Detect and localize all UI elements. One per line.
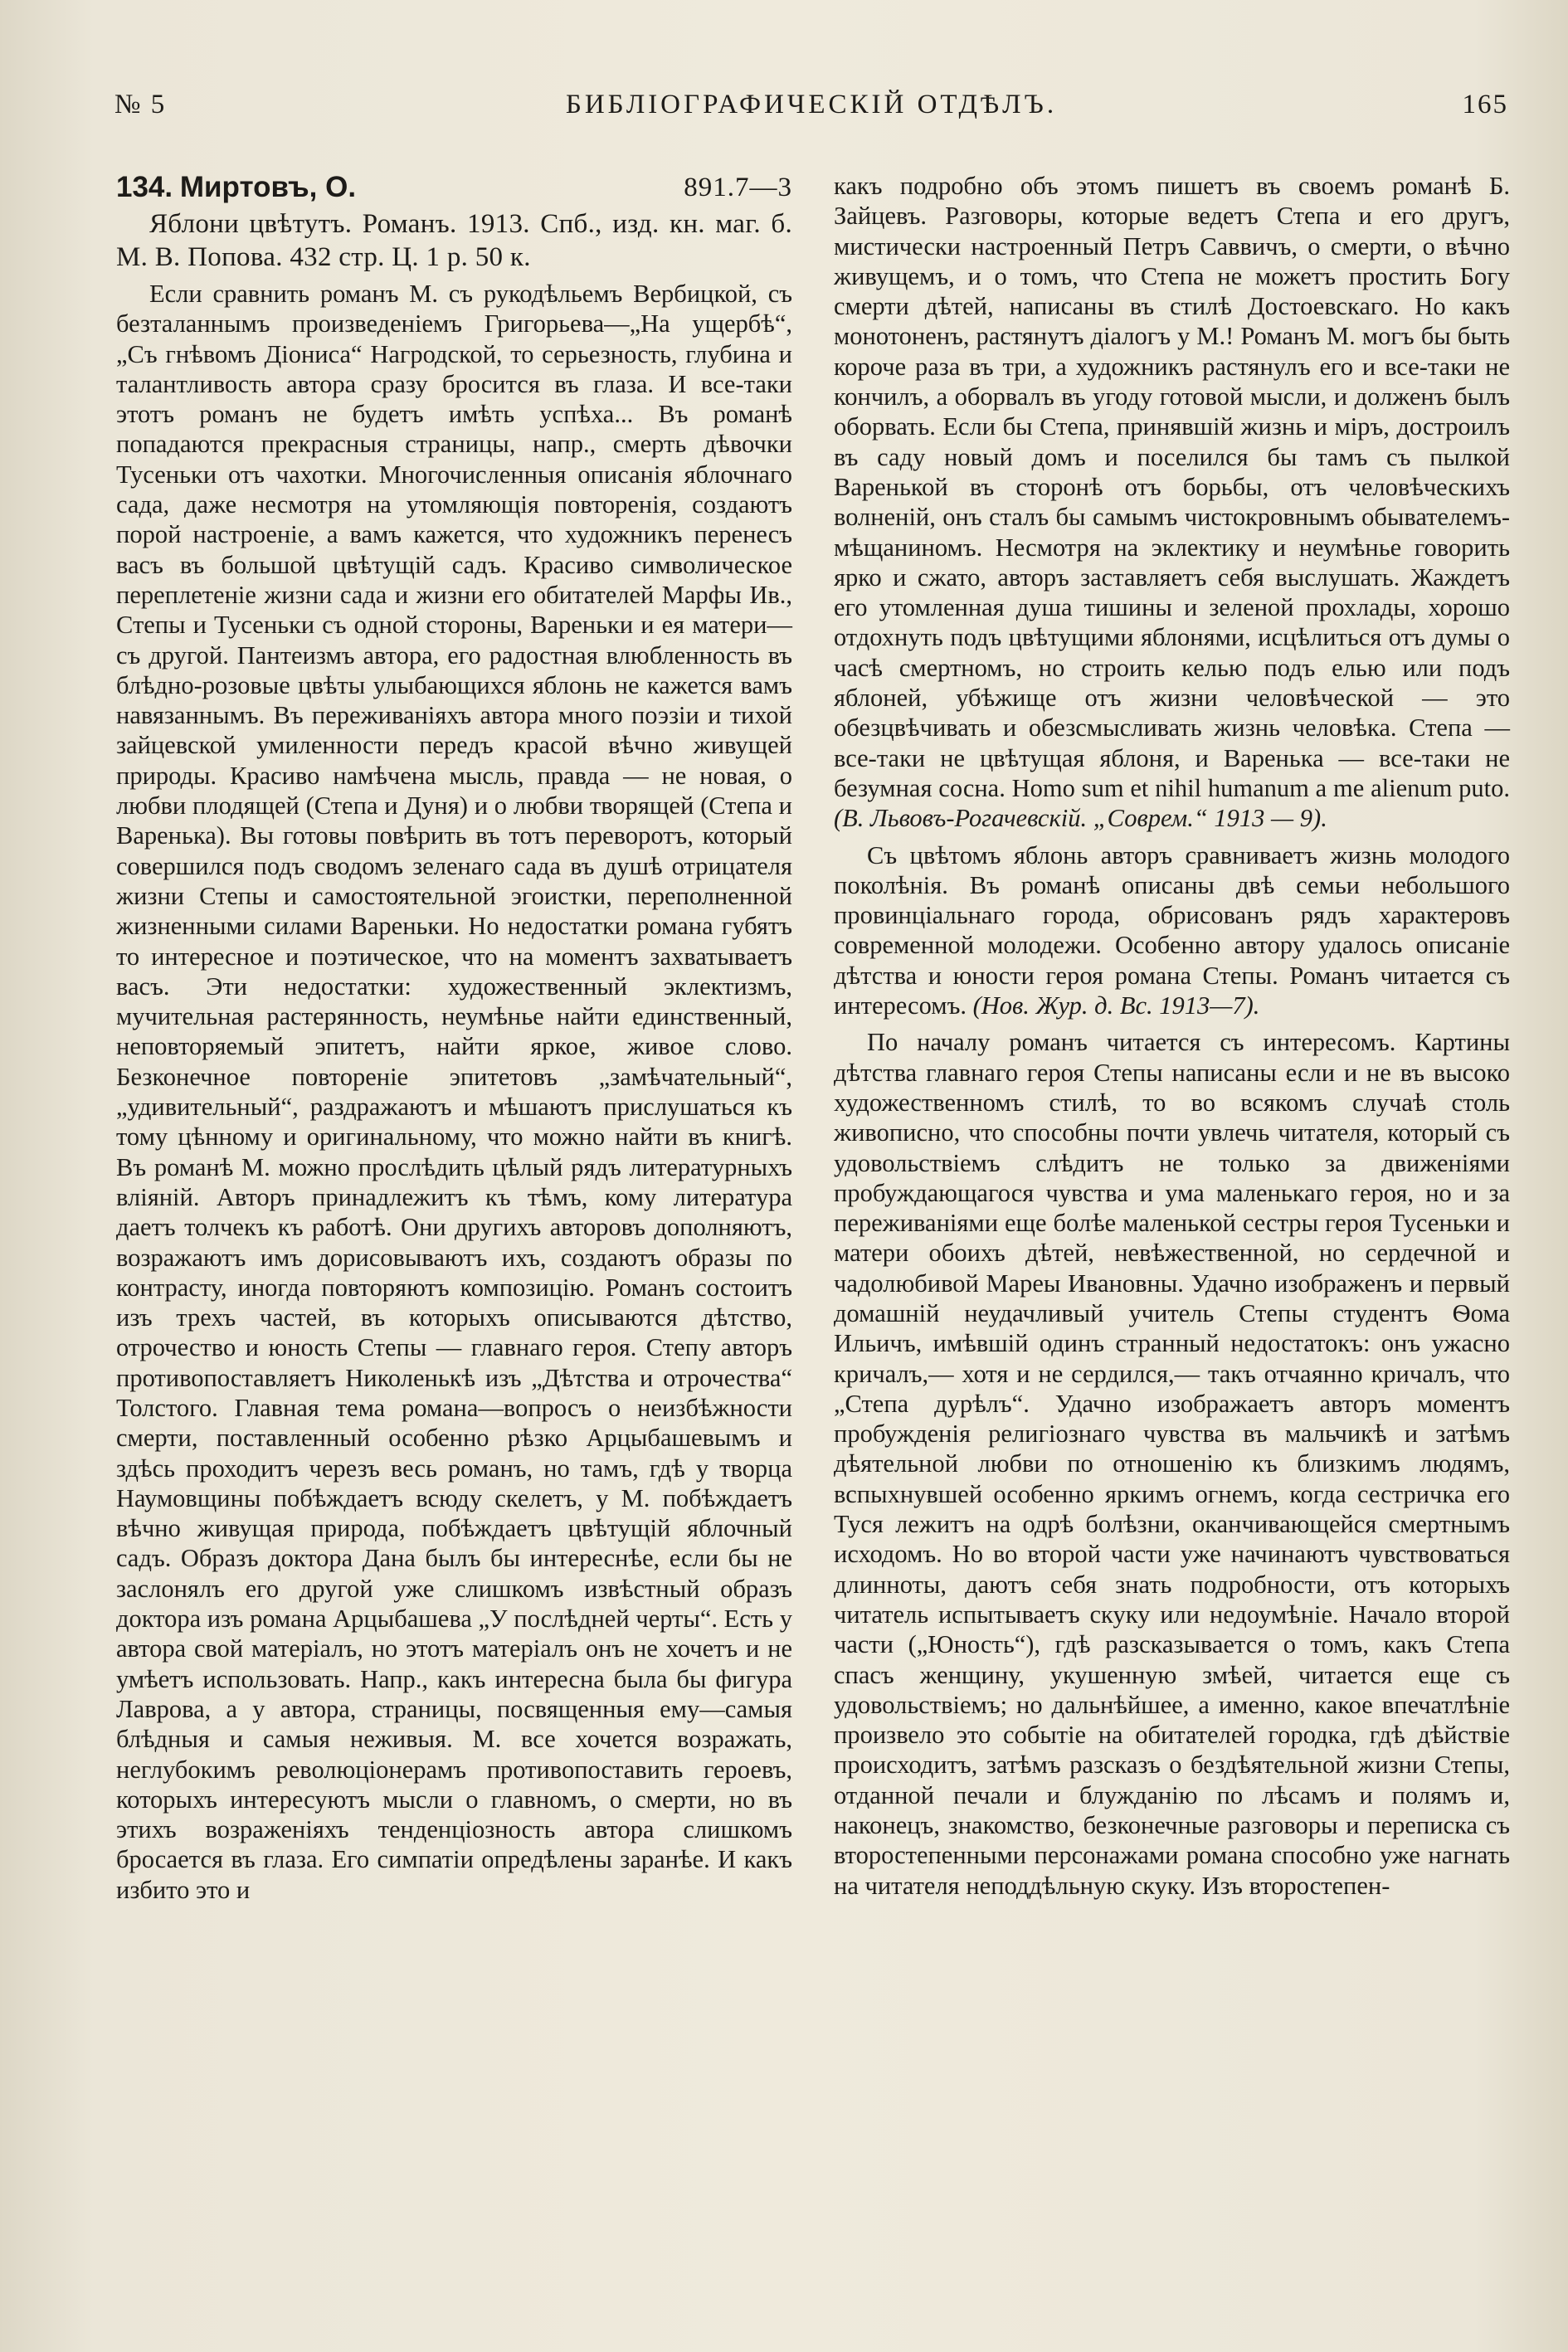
review-paragraph — [834, 840, 1510, 1021]
section-title: БИБЛІОГРАФИЧЕСКІЙ ОТДѢЛЪ. — [565, 90, 1058, 119]
review-source: (Нов. Жур. д. Вс. 1913—7). — [972, 991, 1260, 1020]
review-paragraph: Если сравнить романъ М. съ рукодѣльемъ Вербицкой, съ безталаннымъ произведеніемъ Григорьева—„На ущербѣ“, „Съ гнѣвомъ Діониса“ Нагродской, то серьезность, глубина и талантливость автора сразу бросится въ глаза. И все-таки этотъ романъ не будетъ имѣть успѣха... Въ романѣ попадаются прекрасныя страницы, напр., смерть дѣвочки Тусеньки отъ чахотки. Многочисленныя описанія яблочнаго сада, даже несмотря на утомляющія повторенія, создаютъ порой настроеніе, а вамъ кажется, что художникъ перенесъ васъ въ большой цвѣтущій садъ. Красиво символическое переплетеніе жизни сада и жизни его обитателей Марфы Ив., Степы и Тусеньки съ одной стороны, Вареньки и ея матери—съ другой. Пантеизмъ автора, его радостная влюбленность въ блѣдно-розовые цвѣты улыбающихся яблонь не кажется вамъ навязаннымъ. Въ переживаніяхъ автора много поэзіи и тихой зайцевской умиленности передъ красой вѣчно живущей природы. Красиво намѣчена мысль, правда — не новая, о любви плодящей (Степа и Дуня) и о любви творящей (Степа и Варенька). Вы готовы повѣрить въ тотъ переворотъ, который совершился подъ сводомъ зеленаго сада въ душѣ отрицателя жизни Степы и самостоятельной эгоистки, переполненной жизненными силами Вареньки. Но недостатки романа губятъ то интересное и поэтическое, что на моментъ захватываетъ васъ. Эти недостатки: художественный эклектизмъ, мучительная растерянность, неумѣнье найти единственный, неповторяемый эпитетъ, найти яркое, живое слово. Безконечное повтореніе эпитетовъ „замѣчательный“, „удивительный“, раздражаютъ и мѣшаютъ прислушаться къ тому цѣнному и оригинальному, что можно найти въ книгѣ. Въ романѣ М. можно прослѣдить цѣлый рядъ литературныхъ вліяній. Авторъ принадлежитъ къ тѣмъ, кому литература даетъ толчекъ къ работѣ. Они другихъ авторовъ дополняютъ, возражаютъ имъ дорисовываютъ ихъ, создаютъ образы по контрасту, иногда повторяютъ композицію. Романъ состоитъ изъ трехъ частей, въ которыхъ описываются дѣтство, отрочество и юность Степы — главнаго героя. Степу авторъ противопоставляетъ Николенькѣ изъ „Дѣтства и отрочества“ Толстого. Главная тема романа—вопросъ о неизбѣжности смерти, поставленный особенно рѣзко Арцыбашевымъ и здѣсь проходитъ черезъ весь романъ, но тамъ, гдѣ у творца Наумовщины побѣждаетъ всюду скелетъ, у М. побѣждаетъ вѣчно живущая природа, побѣждаетъ цвѣтущій яблочный садъ. Образъ доктора Дана былъ бы интереснѣе, если бы не заслонялъ его другой уже слишкомъ извѣстный образъ доктора изъ романа Арцыбашева „У послѣдней черты“. Есть у автора свой матеріалъ, но этотъ матеріалъ онъ не хочетъ и не умѣетъ использовать. Напр., какъ интересна была бы фигура Лаврова, а у автора, страницы, посвященныя ему—самыя блѣдныя и самыя неживыя. М. все хочется возражать, неглубокимъ революціонерамъ противопоставить героевъ, которыхъ интересуютъ мысли о главномъ, о смерти, но въ этихъ возраженіяхъ тенденціозность автора слишкомъ бросается въ глаза. Его симпатіи опредѣлены заранѣе. И какъ избито это и — [116, 280, 792, 1904]
entry-title: Яблони цвѣтутъ. Романъ. 1913. Спб., изд. кн. маг. б. М. В. Попова. 432 стр. Ц. 1 р. 50 к. — [116, 209, 792, 272]
running-head — [114, 90, 1508, 129]
classification-code: 891.7—3 — [684, 173, 792, 202]
left-column — [116, 171, 792, 1905]
review-source: (В. Львовъ-Рогачевскій. „Соврем.“ 1913 — 9). — [834, 804, 1327, 833]
review-paragraph: По началу романъ читается съ интересомъ. Картины дѣтства главнаго героя Степы написаны если и не въ высоко художественномъ стилѣ, то во всякомъ случаѣ столь живописно, что способны почти увлечь читателя, который съ удовольствіемъ слѣдитъ не только за движеніями пробуждающагося чувства и ума маленькаго героя, но и за переживаніями еще болѣе маленькой сестры героя Тусеньки и матери обоихъ дѣтей, невѣжественной, но сердечной и чадолюбивой Мареы Ивановны. Удачно изображенъ и первый домашній неудачливый учитель Степы студентъ Ѳома Ильичъ, имѣвшій одинъ странный недостатокъ: онъ ужасно кричалъ,— хотя и не сердился,— такъ отчаянно кричалъ, что „Степа дурѣлъ“. Удачно изображаетъ авторъ моментъ пробужденія религіознаго чувства въ мальчикѣ и затѣмъ дѣятельной любви по отношенію къ близкимъ людямъ, вспыхнувшей особенно яркимъ огнемъ, когда сестричка его Туся лежитъ на одрѣ болѣзни, оканчивающейся смертнымъ исходомъ. Но во второй части уже начинаютъ чувствоваться длинноты, даютъ себя знать подробности, отъ которыхъ читатель испытываетъ скуку или недоумѣніе. Начало второй части („Юность“), гдѣ разсказывается о томъ, какъ Степа спасъ женщину, укушенную змѣей, читается еще съ удовольствіемъ; но дальнѣйшее, а именно, какое впечатлѣніе произвело это событіе на обитателей городка, гдѣ дѣйствіе происходитъ, затѣмъ разсказъ о бездѣятельной жизни Степы, отданной печали и блужданію по лѣсамъ и полямъ и, наконецъ, знакомство, безконечные разговоры и переписка съ второстепенными персонажами романа способно уже нагнать на читателя неподдѣльную скуку. Изъ второстепен- — [834, 1028, 1510, 1900]
right-column — [834, 171, 1510, 1901]
entry-heading — [116, 171, 792, 204]
review-text: какъ подробно объ этомъ пишетъ въ своемъ романѣ Б. Зайцевъ. Разговоры, которые ведетъ Степа и его другъ, мистически настроенный Петръ Саввичъ, о смерти, о вѣчно живущемъ, и о томъ, что Степа не можетъ простить Богу смерти дѣтей, написаны въ стилѣ Достоевскаго. Но какъ монотоненъ, растянутъ діалогъ у М.! Романъ М. могъ бы быть короче раза въ три, а художникъ растянулъ его и все-таки не кончилъ, а оборвалъ въ угоду готовой мысли, и долженъ былъ оборвать. Если бы Степа, принявшій жизнь и міръ, достроилъ въ саду новый домъ и поселился бы тамъ съ пылкой Варенькой въ сторонѣ отъ борьбы, отъ человѣческихъ волненій, онъ сталъ бы самымъ чистокровнымъ обывателемъ-мѣщаниномъ. Несмотря на эклектику и неумѣнье говорить ярко и сжато, авторъ заставляетъ себя выслушать. Жаждетъ его утомленная душа тишины и зеленой прохлады, хорошо отдохнуть подъ цвѣтущими яблонями, исцѣлиться отъ думы о часѣ смертномъ, но строить келью подъ елью или подъ яблоней, убѣжище отъ жизни человѣческой — это обезцвѣчивать и обезсмысливать жизнь человѣка. Степа — все-таки не цвѣтущая яблоня, и Варенька — все-таки не безумная сосна. Homo sum et nihil humanum a me alienum puto. — [834, 172, 1510, 802]
entry-author: Миртовъ, О. — [179, 171, 357, 203]
issue-number: № 5 — [114, 90, 167, 119]
review-text: Съ цвѣтомъ яблонь авторъ сравниваетъ жизнь молодого поколѣнія. Въ романѣ описаны двѣ семьи небольшого провинціальнаго города, обрисованъ рядъ характеровъ современной молодежи. Особенно автору удалось описаніе дѣтства и юности героя романа Степы. Романъ читается съ интересомъ. — [834, 840, 1510, 1020]
entry-number: 134. — [116, 171, 173, 203]
review-paragraph-continued — [834, 171, 1510, 834]
page-number: 165 — [1462, 90, 1508, 119]
